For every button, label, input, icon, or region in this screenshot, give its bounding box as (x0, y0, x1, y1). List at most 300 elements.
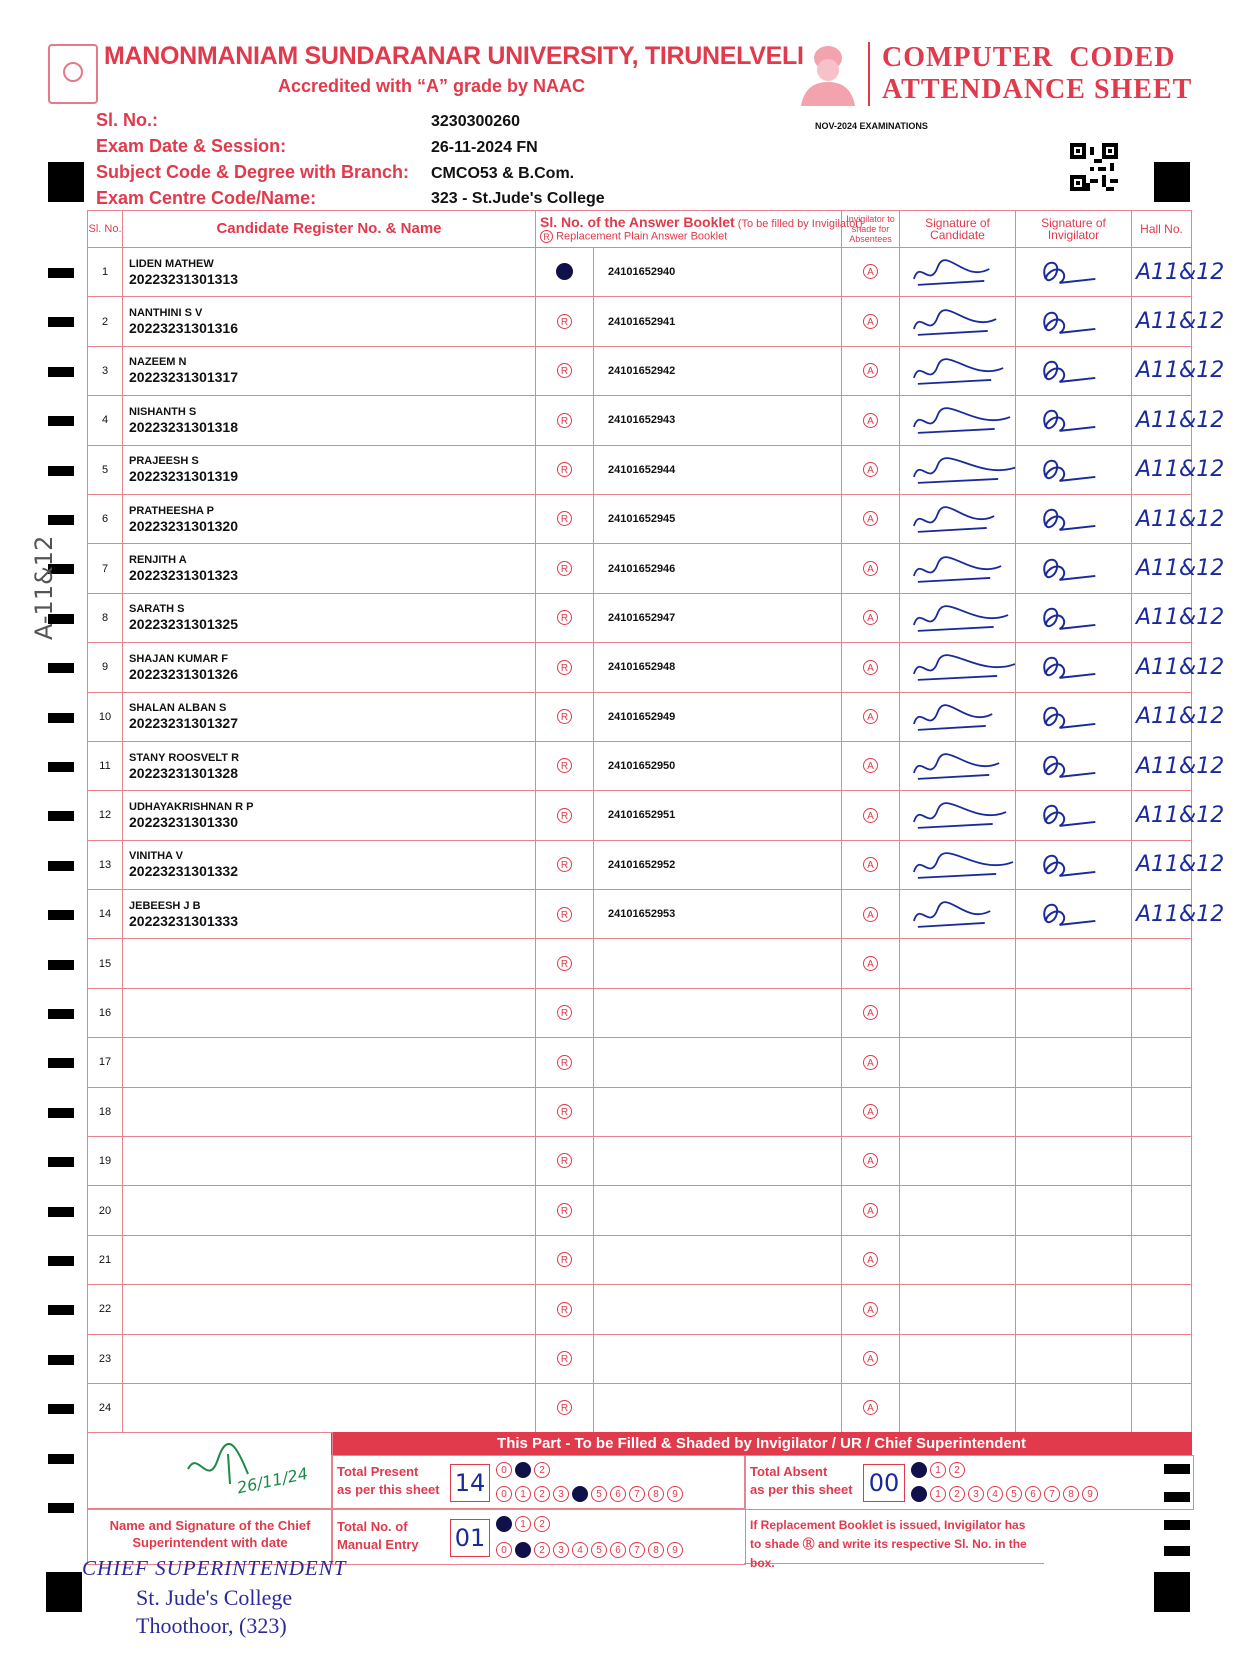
invigilator-signature (1016, 348, 1131, 394)
replacement-bubble[interactable]: R (557, 314, 572, 329)
absent-bubble[interactable]: A (863, 956, 878, 971)
absent-bubble[interactable]: A (863, 462, 878, 477)
replacement-bubble-cell[interactable] (536, 346, 594, 395)
col-candidate: Candidate Register No. & Name (123, 211, 536, 248)
replacement-bubble[interactable]: R (557, 660, 572, 675)
hall-number: A11&12 (1132, 248, 1192, 297)
absent-bubble-cell[interactable] (842, 396, 900, 445)
row-candidate (123, 544, 536, 593)
timing-mark (48, 466, 74, 476)
row-candidate (123, 988, 536, 1037)
booklet-number[interactable]: 24101652941 (594, 297, 842, 346)
row-sl-no: 22 (88, 1285, 123, 1334)
digit-bubble[interactable]: 4 (572, 1486, 588, 1502)
row-sl-no: 21 (88, 1235, 123, 1284)
hall-number (1132, 1235, 1192, 1284)
replacement-bubble[interactable]: R (557, 1351, 572, 1366)
digit-bubble[interactable]: 4 (572, 1542, 588, 1558)
absent-bubble[interactable]: A (863, 1400, 878, 1415)
digit-bubble[interactable]: 1 (515, 1542, 531, 1558)
exam-centre-value: 323 - St.Jude's College (431, 190, 605, 207)
absent-bubble-cell[interactable] (842, 494, 900, 543)
replacement-note: If Replacement Booklet is issued, Invigilator has to shade Ⓡ and write its respective Sl. No. in the box. (750, 1518, 1027, 1570)
absent-bubble[interactable]: A (863, 264, 878, 279)
absent-bubble[interactable]: A (863, 907, 878, 922)
absent-bubble[interactable]: A (863, 363, 878, 378)
digit-bubble[interactable]: 2 (534, 1486, 550, 1502)
absent-bubble[interactable]: A (863, 808, 878, 823)
absent-bubble[interactable]: A (863, 1055, 878, 1070)
candidate-signature-cell (900, 1235, 1016, 1284)
absent-bubble[interactable]: A (863, 1252, 878, 1267)
row-candidate (123, 494, 536, 543)
timing-mark (48, 1355, 74, 1365)
absent-bubble[interactable]: A (863, 1351, 878, 1366)
header-divider (868, 42, 870, 106)
replacement-bubble[interactable]: R (557, 1153, 572, 1168)
digit-bubble[interactable]: 1 (515, 1462, 531, 1478)
row-candidate (123, 939, 536, 988)
booklet-number[interactable]: 24101652940 (594, 248, 842, 297)
digit-bubble[interactable]: 9 (667, 1486, 683, 1502)
replacement-bubble-cell[interactable] (536, 840, 594, 889)
row-sl-no: 18 (88, 1087, 123, 1136)
absent-bubble-cell[interactable] (842, 988, 900, 1037)
digit-bubble[interactable]: 8 (648, 1542, 664, 1558)
sheet-title-line2: ATTENDANCE SHEET (882, 74, 1193, 105)
candidate-register-no: 20223231301318 (129, 418, 239, 435)
col-shade-absentees: Invigilator to shade for Absentees (842, 211, 900, 248)
absent-bubble[interactable]: A (863, 1104, 878, 1119)
row-sl-no: 10 (88, 692, 123, 741)
booklet-number[interactable] (594, 1087, 842, 1136)
digit-bubble[interactable]: 3 (553, 1486, 569, 1502)
replacement-bubble[interactable]: R (557, 857, 572, 872)
booklet-number[interactable]: 24101652942 (594, 346, 842, 395)
timing-mark (48, 1157, 74, 1167)
timing-mark (48, 1207, 74, 1217)
col-booklet-title: Sl. No. of the Answer Booklet (540, 213, 735, 230)
absent-bubble-cell[interactable] (842, 1186, 900, 1235)
replacement-bubble-filled[interactable] (556, 263, 573, 280)
digit-bubble[interactable]: 0 (911, 1486, 927, 1502)
replacement-bubble-cell[interactable] (536, 791, 594, 840)
replacement-bubble[interactable]: R (557, 561, 572, 576)
absent-bubble-cell[interactable] (842, 1235, 900, 1284)
replacement-bubble[interactable]: R (557, 1005, 572, 1020)
booklet-number[interactable] (594, 1235, 842, 1284)
replacement-bubble-cell[interactable] (536, 445, 594, 494)
replacement-bubble[interactable]: R (557, 511, 572, 526)
absent-bubble-cell[interactable] (842, 346, 900, 395)
candidate-name: SHAJAN KUMAR F (129, 652, 228, 665)
row-candidate (123, 593, 536, 642)
table-row (88, 643, 1192, 692)
registration-mark (48, 162, 84, 202)
footer-banner: This Part - To be Filled & Shaded by Invigilator / UR / Chief Superintendent (331, 1432, 1192, 1455)
hall-number (1132, 988, 1192, 1037)
digit-bubble[interactable]: 0 (496, 1486, 512, 1502)
replacement-bubble-cell[interactable] (536, 1087, 594, 1136)
timing-mark (1164, 1520, 1190, 1530)
replacement-bubble[interactable]: R (557, 1104, 572, 1119)
invigilator-signature-cell (1016, 840, 1132, 889)
replacement-bubble-cell[interactable] (536, 1285, 594, 1334)
row-sl-no: 2 (88, 297, 123, 346)
invigilator-signature (1016, 249, 1131, 295)
chief-signature (178, 1439, 328, 1499)
hall-number: A11&12 (1132, 346, 1192, 395)
candidate-register-no: 20223231301326 (129, 665, 239, 682)
invigilator-signature (1016, 299, 1131, 345)
hall-number: A11&12 (1132, 593, 1192, 642)
booklet-number[interactable] (594, 1334, 842, 1383)
signature-date: 26/11/24 (235, 1463, 310, 1498)
replacement-symbol: R (540, 230, 553, 243)
absent-bubble-cell[interactable] (842, 544, 900, 593)
absent-bubble[interactable]: A (863, 857, 878, 872)
invigilator-signature (1016, 595, 1131, 641)
absent-bubble-cell[interactable] (842, 643, 900, 692)
booklet-number[interactable] (594, 1137, 842, 1186)
replacement-bubble-cell[interactable] (536, 1186, 594, 1235)
candidate-register-no: 20223231301333 (129, 912, 239, 929)
digit-bubble[interactable]: 8 (648, 1486, 664, 1502)
digit-bubble[interactable]: 7 (629, 1542, 645, 1558)
hall-number (1132, 1285, 1192, 1334)
digit-bubble[interactable]: 6 (610, 1542, 626, 1558)
absent-bubble[interactable]: A (863, 1203, 878, 1218)
invigilator-signature (1016, 496, 1131, 542)
invigilator-signature-cell (1016, 593, 1132, 642)
candidate-name: PRAJEESH S (129, 455, 199, 468)
booklet-number[interactable]: 24101652944 (594, 445, 842, 494)
booklet-number[interactable]: 24101652950 (594, 741, 842, 790)
table-row (88, 1038, 1192, 1087)
digit-bubble[interactable]: 2 (534, 1516, 550, 1532)
candidate-signature-cell (900, 445, 1016, 494)
replacement-bubble-cell[interactable] (536, 939, 594, 988)
candidate-signature (900, 348, 1015, 394)
absent-bubble-cell[interactable] (842, 445, 900, 494)
row-candidate (123, 890, 536, 939)
total-present-tens-bubbles (496, 1460, 553, 1478)
row-sl-no: 6 (88, 494, 123, 543)
row-sl-no: 23 (88, 1334, 123, 1383)
digit-bubble[interactable]: 2 (949, 1462, 965, 1478)
digit-bubble[interactable]: 0 (496, 1542, 512, 1558)
table-row (88, 1383, 1192, 1432)
candidate-name: PRATHEESHA P (129, 504, 214, 517)
absent-bubble-cell[interactable] (842, 692, 900, 741)
digit-bubble[interactable]: 1 (515, 1486, 531, 1502)
digit-bubble[interactable]: 5 (591, 1486, 607, 1502)
candidate-signature (900, 397, 1015, 443)
replacement-bubble[interactable]: R (557, 1302, 572, 1317)
absent-bubble-cell[interactable] (842, 593, 900, 642)
exam-date-label: Exam Date & Session: (96, 136, 287, 156)
timing-mark (48, 1503, 74, 1513)
row-sl-no: 4 (88, 396, 123, 445)
total-absent-units-bubbles (911, 1484, 1101, 1502)
absent-bubble-cell[interactable] (842, 741, 900, 790)
replacement-bubble-cell[interactable] (536, 1383, 594, 1432)
replacement-bubble-cell[interactable] (536, 988, 594, 1037)
booklet-number[interactable] (594, 939, 842, 988)
candidate-signature-cell (900, 1137, 1016, 1186)
timing-mark (48, 910, 74, 920)
replacement-bubble[interactable]: R (557, 363, 572, 378)
col-sl-no: Sl. No. (88, 211, 123, 248)
candidate-signature (900, 891, 1015, 937)
row-candidate (123, 643, 536, 692)
hall-number: A11&12 (1132, 544, 1192, 593)
accreditation-text: Accredited with “A” grade by NAAC (278, 76, 586, 96)
timing-mark (48, 713, 74, 723)
digit-bubble[interactable]: 5 (1006, 1486, 1022, 1502)
booklet-number[interactable]: 24101652949 (594, 692, 842, 741)
booklet-number[interactable]: 24101652945 (594, 494, 842, 543)
candidate-register-no: 20223231301317 (129, 369, 239, 386)
absent-bubble[interactable]: A (863, 511, 878, 526)
table-row (88, 1235, 1192, 1284)
booklet-number[interactable]: 24101652947 (594, 593, 842, 642)
absent-bubble-cell[interactable] (842, 1137, 900, 1186)
absent-bubble-cell[interactable] (842, 1383, 900, 1432)
total-absent-label-1: Total Absent (750, 1464, 828, 1479)
hall-number: A11&12 (1132, 890, 1192, 939)
absent-bubble-cell[interactable] (842, 297, 900, 346)
replacement-bubble[interactable]: R (557, 610, 572, 625)
digit-bubble[interactable]: 0 (496, 1516, 512, 1532)
booklet-number[interactable] (594, 988, 842, 1037)
digit-bubble[interactable]: 5 (591, 1542, 607, 1558)
digit-bubble[interactable]: 0 (911, 1462, 927, 1478)
replacement-bubble[interactable]: R (557, 1055, 572, 1070)
row-candidate (123, 840, 536, 889)
exam-tag: NOV-2024 EXAMINATIONS (815, 121, 928, 131)
absent-bubble[interactable]: A (863, 1005, 878, 1020)
replacement-bubble[interactable]: R (557, 956, 572, 971)
table-row (88, 1334, 1192, 1383)
absent-bubble[interactable]: A (863, 758, 878, 773)
booklet-number[interactable]: 24101652943 (594, 396, 842, 445)
absent-bubble-cell[interactable] (842, 1334, 900, 1383)
booklet-number[interactable]: 24101652953 (594, 890, 842, 939)
candidate-register-no: 20223231301325 (129, 616, 239, 633)
replacement-bubble-cell[interactable] (536, 494, 594, 543)
invigilator-signature (1016, 447, 1131, 493)
digit-bubble[interactable]: 7 (629, 1486, 645, 1502)
replacement-bubble[interactable]: R (557, 413, 572, 428)
manual-label-2: Manual Entry (337, 1537, 419, 1552)
replacement-note-box (744, 1508, 1044, 1570)
absent-bubble[interactable]: A (863, 610, 878, 625)
row-candidate (123, 741, 536, 790)
booklet-number[interactable] (594, 1285, 842, 1334)
replacement-bubble[interactable]: R (557, 758, 572, 773)
booklet-number[interactable]: 24101652952 (594, 840, 842, 889)
digit-bubble[interactable]: 9 (1082, 1486, 1098, 1502)
candidate-signature-cell (900, 692, 1016, 741)
absent-bubble-cell[interactable] (842, 840, 900, 889)
absent-bubble[interactable]: A (863, 314, 878, 329)
replacement-bubble[interactable]: R (557, 462, 572, 477)
candidate-signature-cell (900, 248, 1016, 297)
row-sl-no: 20 (88, 1186, 123, 1235)
absent-bubble-cell[interactable] (842, 248, 900, 297)
replacement-bubble[interactable]: R (557, 907, 572, 922)
col-hall-no: Hall No. (1132, 211, 1192, 248)
hall-number: A11&12 (1132, 396, 1192, 445)
replacement-bubble[interactable]: R (557, 1400, 572, 1415)
candidate-signature-cell (900, 346, 1016, 395)
invigilator-signature-cell (1016, 741, 1132, 790)
timing-mark (48, 1454, 74, 1464)
absent-bubble[interactable]: A (863, 413, 878, 428)
hall-number: A11&12 (1132, 791, 1192, 840)
booklet-number[interactable]: 24101652948 (594, 643, 842, 692)
manual-entry-box (331, 1508, 746, 1565)
absent-bubble[interactable]: A (863, 1302, 878, 1317)
booklet-number[interactable] (594, 1186, 842, 1235)
invigilator-signature-cell (1016, 791, 1132, 840)
candidate-register-no: 20223231301319 (129, 468, 239, 485)
replacement-bubble[interactable]: R (557, 808, 572, 823)
table-row (88, 346, 1192, 395)
replacement-bubble-cell[interactable] (536, 890, 594, 939)
chief-superintendent-stamp (82, 1556, 346, 1639)
candidate-signature-cell (900, 741, 1016, 790)
invigilator-signature-cell (1016, 445, 1132, 494)
digit-bubble[interactable]: 3 (968, 1486, 984, 1502)
digit-bubble[interactable]: 2 (534, 1462, 550, 1478)
row-candidate (123, 396, 536, 445)
candidate-name: LIDEN MATHEW (129, 257, 214, 270)
booklet-number[interactable]: 24101652946 (594, 544, 842, 593)
absent-bubble-cell[interactable] (842, 1087, 900, 1136)
booklet-number[interactable]: 24101652951 (594, 791, 842, 840)
candidate-signature-cell (900, 1038, 1016, 1087)
digit-bubble[interactable]: 2 (534, 1542, 550, 1558)
invigilator-signature-cell (1016, 1285, 1132, 1334)
absent-bubble-cell[interactable] (842, 1285, 900, 1334)
booklet-number[interactable] (594, 1038, 842, 1087)
table-row (88, 890, 1192, 939)
candidate-register-no: 20223231301327 (129, 715, 239, 732)
absent-bubble-cell[interactable] (842, 939, 900, 988)
row-sl-no: 5 (88, 445, 123, 494)
replacement-bubble-cell[interactable] (536, 643, 594, 692)
table-row (88, 396, 1192, 445)
candidate-name: NISHANTH S (129, 405, 197, 418)
replacement-bubble-cell[interactable] (536, 297, 594, 346)
digit-bubble[interactable]: 1 (930, 1462, 946, 1478)
replacement-bubble-cell[interactable] (536, 1235, 594, 1284)
absent-bubble[interactable]: A (863, 660, 878, 675)
candidate-signature-cell (900, 791, 1016, 840)
digit-bubble[interactable]: 0 (496, 1462, 512, 1478)
candidate-signature-cell (900, 544, 1016, 593)
candidate-register-no: 20223231301313 (129, 270, 239, 287)
absent-bubble[interactable]: A (863, 561, 878, 576)
total-present-label-1: Total Present (337, 1464, 419, 1479)
table-row (88, 494, 1192, 543)
timing-mark (48, 268, 74, 278)
replacement-bubble-cell[interactable] (536, 1334, 594, 1383)
col-answer-booklet (536, 211, 863, 248)
candidate-name: RENJITH A (129, 554, 187, 567)
absent-bubble[interactable]: A (863, 709, 878, 724)
qr-code (1070, 142, 1118, 192)
digit-bubble[interactable]: 1 (515, 1516, 531, 1532)
stamp-line3: Thoothoor, (323) (136, 1613, 287, 1638)
replacement-bubble-cell[interactable] (536, 1038, 594, 1087)
replacement-bubble-cell[interactable] (536, 248, 594, 297)
digit-bubble[interactable]: 1 (930, 1486, 946, 1502)
digit-bubble[interactable]: 6 (1025, 1486, 1041, 1502)
replacement-bubble-cell[interactable] (536, 741, 594, 790)
candidate-signature-cell (900, 494, 1016, 543)
manual-entry-value: 01 (450, 1519, 490, 1557)
candidate-register-no: 20223231301330 (129, 813, 239, 830)
timing-mark (48, 1108, 74, 1118)
invigilator-signature (1016, 397, 1131, 443)
row-sl-no: 17 (88, 1038, 123, 1087)
timing-mark (48, 663, 74, 673)
replacement-bubble-cell[interactable] (536, 544, 594, 593)
row-sl-no: 8 (88, 593, 123, 642)
col-booklet-note: (To be filled by Invigilator) (737, 217, 863, 230)
replacement-bubble-cell[interactable] (536, 692, 594, 741)
invigilator-signature-cell (1016, 494, 1132, 543)
digit-bubble[interactable]: 4 (987, 1486, 1003, 1502)
replacement-bubble[interactable]: R (557, 709, 572, 724)
candidate-register-no: 20223231301328 (129, 764, 239, 781)
row-candidate (123, 248, 536, 297)
candidate-name: SARATH S (129, 603, 185, 616)
booklet-number[interactable] (594, 1383, 842, 1432)
row-sl-no: 15 (88, 939, 123, 988)
digit-bubble[interactable]: 6 (610, 1486, 626, 1502)
replacement-bubble-cell[interactable] (536, 396, 594, 445)
timing-mark (48, 1305, 74, 1315)
absent-bubble-cell[interactable] (842, 1038, 900, 1087)
registration-mark (46, 1572, 82, 1612)
invigilator-signature-cell (1016, 1334, 1132, 1383)
digit-bubble[interactable]: 9 (667, 1542, 683, 1558)
replacement-bubble[interactable]: R (557, 1252, 572, 1267)
total-absent-value: 00 (863, 1464, 905, 1502)
row-sl-no: 13 (88, 840, 123, 889)
digit-bubble[interactable]: 8 (1063, 1486, 1079, 1502)
hall-number (1132, 1137, 1192, 1186)
replacement-bubble-cell[interactable] (536, 593, 594, 642)
candidate-signature-cell (900, 396, 1016, 445)
digit-bubble[interactable]: 7 (1044, 1486, 1060, 1502)
absent-bubble[interactable]: A (863, 1153, 878, 1168)
replacement-bubble-cell[interactable] (536, 1137, 594, 1186)
invigilator-signature-cell (1016, 1186, 1132, 1235)
candidate-signature-cell (900, 1186, 1016, 1235)
digit-bubble[interactable]: 2 (949, 1486, 965, 1502)
absent-bubble-cell[interactable] (842, 791, 900, 840)
table-row (88, 791, 1192, 840)
replacement-bubble[interactable]: R (557, 1203, 572, 1218)
digit-bubble[interactable]: 3 (553, 1542, 569, 1558)
sheet-title (882, 42, 1192, 106)
absent-bubble-cell[interactable] (842, 890, 900, 939)
